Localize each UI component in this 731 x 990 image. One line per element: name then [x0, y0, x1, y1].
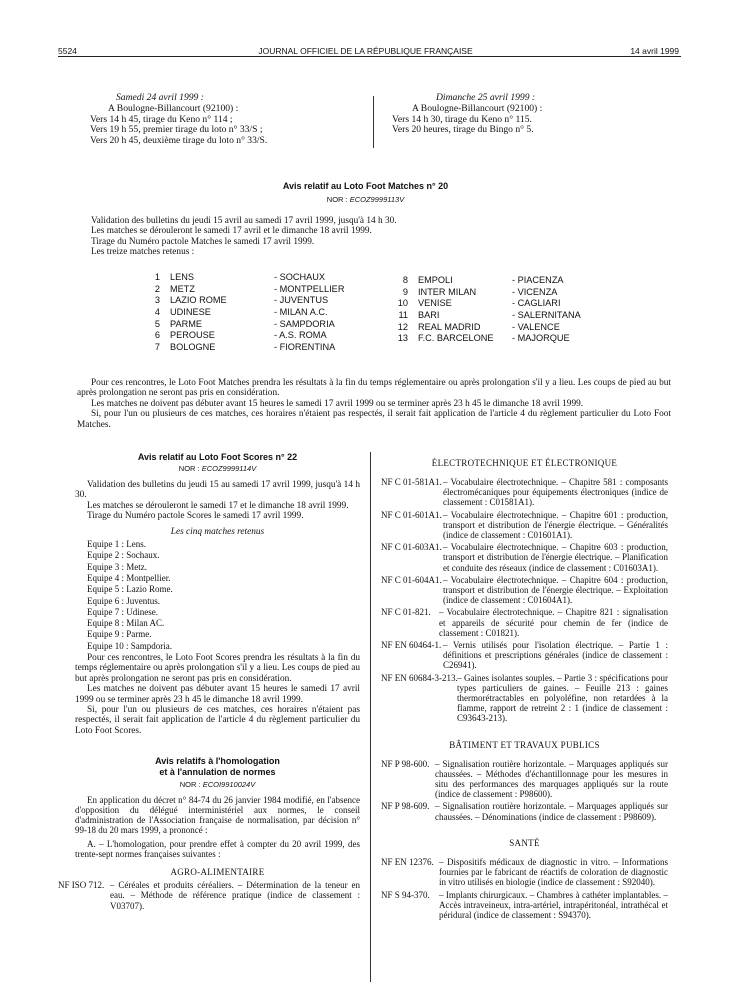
home-team: INTER MILAN	[418, 286, 477, 297]
norm-entry	[381, 510, 668, 541]
away-team: - SOCHAUX	[274, 272, 326, 282]
right-column	[381, 458, 668, 922]
home-team: F.C. BARCELONE	[418, 333, 494, 344]
column-divider	[370, 452, 371, 982]
match-row	[148, 342, 344, 354]
norm-code: NF P 98-609.	[381, 801, 430, 812]
match-row	[148, 307, 344, 319]
match-number: 8	[402, 275, 408, 285]
schedule-left	[90, 93, 365, 147]
matches-list-left	[148, 272, 344, 354]
electro-list	[381, 477, 668, 724]
match-row	[396, 287, 581, 299]
scores-subtitle: Les cinq matches retenus	[170, 526, 265, 537]
away-team: - VICENZA	[512, 286, 558, 297]
team-line: Equipe 10 : Sampdoria.	[87, 640, 172, 651]
matches-outro-paragraph: Les matches ne doivent pas débuter avant 15 heures le samedi 17 avril 1999 ou se terminer après 23 h 45 le dimanche 18 avril 1999.	[91, 398, 584, 409]
team-line: Equipe 2 : Sochaux.	[87, 550, 160, 561]
away-team: - PIACENZA	[512, 275, 564, 285]
team-line: Equipe 5 : Lazio Rome.	[87, 584, 173, 595]
schedule-right-date: Dimanche 25 avril 1999 :	[436, 92, 536, 103]
away-team: - A.S. ROMA	[274, 330, 327, 341]
match-row	[396, 298, 581, 310]
norm-code: NF C 01-821.	[381, 607, 431, 618]
home-team: METZ	[170, 283, 196, 294]
match-row	[396, 333, 581, 345]
scores-intro-line: Validation des bulletins du jeudi 15 au samedi 17 avril 1999, jusqu'à 14 h 30.	[75, 480, 360, 501]
norm-code: NF EN 12376.	[381, 856, 434, 867]
norm-description: – Vocabulaire électrotechnique. – Chapitre 604 : production, transport et distribution de l'énergie électrique. – Exploitation (indice de classement : C01604A1).	[443, 574, 668, 606]
schedule-right-line: A Boulogne-Billancourt (92100) :	[412, 102, 543, 114]
team-line: Equipe 8 : Milan AC.	[87, 618, 165, 629]
schedule-left-line: A Boulogne-Billancourt (92100) :	[108, 102, 239, 114]
homologation-title-line: et à l'annulation de normes	[159, 767, 276, 778]
schedule-left-line: Vers 14 h 45, tirage du Keno n° 114 ;	[90, 113, 233, 125]
norm-description: – Vocabulaire électrotechnique. – Chapitre 581 : composants électromécaniques pour équipements électroniques (indice de classement : C01581A1).	[443, 477, 668, 508]
header-rule	[58, 56, 681, 57]
homologation-nor	[75, 780, 360, 789]
scores-intro-line: Tirage du Numéro pactole Scores le samedi 17 avril 1999.	[87, 511, 304, 522]
nor-label: NOR :	[179, 780, 201, 790]
norm-description: – Implants chirurgicaux. – Chambres à cathéter implantables. – Accès intraveineux, intra-artériel, intrapéritonéal, intrathécal et péridural (indice de classement : S94370).	[439, 889, 668, 920]
matches-outro	[77, 378, 671, 430]
norm-entry	[381, 857, 668, 888]
matches-intro-line: Les treize matches retenus :	[91, 247, 195, 258]
norm-entry	[381, 673, 668, 724]
section-heading-agro: AGRO-ALIMENTAIRE	[170, 867, 265, 878]
norm-code: NF C 01-601A1.	[381, 509, 442, 520]
team-line: Equipe 9 : Parme.	[87, 629, 152, 640]
norm-entry	[381, 607, 668, 638]
norm-entry	[381, 640, 668, 671]
away-team: - CAGLIARI	[512, 298, 561, 309]
match-row	[148, 272, 344, 284]
home-team: PEROUSE	[170, 330, 215, 341]
homologation-body	[75, 795, 360, 859]
schedule-right	[392, 93, 662, 136]
home-team: UDINESE	[170, 307, 211, 318]
matches-outro-paragraph: Si, pour l'un ou plusieurs de ces matches, ces horaires n'étaient pas respectés, il serait fait application de l'article 4 du règlement particulier du Loto Foot Matches.	[77, 409, 671, 430]
scores-outro-paragraph: Pour ces rencontres, le Loto Foot Scores prendra les résultats à la fin du temps réglementaire ou après prolongation s'il y a lieu. Les coups de pied au but après prolongation ne seront pas pris en considération.	[75, 653, 360, 684]
match-number: 12	[397, 321, 408, 332]
away-team: - MILAN A.C.	[274, 307, 328, 318]
norm-description: – Gaines isolantes souples. – Partie 3 : spécifications pour types particuliers de gaines. – Feuille 213 : gaines thermorétractables en polyoléfine, non retardées à la flamme, rapport de retreint 2 : 1 (indice de classement : C93643-213).	[457, 672, 668, 724]
home-team: BARI	[418, 310, 440, 321]
match-row	[396, 322, 581, 334]
norm-description: – Dispositifs médicaux de diagnostic in vitro. – Informations fournies par le fabricant de réactifs de coloration de diagnostic in vitro utilisés en biologie (indice de classement : S92040).	[439, 856, 668, 888]
norm-entry	[58, 880, 360, 911]
scores-outro	[75, 653, 360, 736]
home-team: LENS	[170, 272, 195, 282]
norm-code: NF C 01-603A1.	[381, 542, 442, 553]
norm-entry	[381, 542, 668, 573]
match-number: 10	[397, 298, 408, 309]
away-team: - MONTPELLIER	[274, 283, 345, 294]
scores-teams-list	[75, 539, 360, 652]
away-team: - SAMPDORIA	[274, 318, 335, 329]
left-column	[58, 452, 360, 913]
norm-code: NF EN 60684-3-213.	[381, 672, 458, 683]
match-row	[148, 319, 344, 331]
team-line: Equipe 1 : Lens.	[87, 539, 146, 550]
norm-description: – Vocabulaire électrotechnique. – Chapitre 601 : production, transport et distribution de l'énergie électrique. – Généralités (indice de classement : C01601A1).	[443, 509, 668, 541]
home-team: EMPOLI	[418, 275, 453, 285]
btp-list	[381, 759, 668, 822]
homologation-title	[75, 756, 360, 778]
matches-notice-title: Avis relatif au Loto Foot Matches n° 20	[282, 181, 449, 191]
match-row	[148, 330, 344, 342]
match-row	[396, 275, 581, 287]
norm-code: NF S 94-370.	[381, 889, 430, 900]
scores-intro	[75, 480, 360, 522]
scores-outro-paragraph: Si, pour l'un ou plusieurs de ces matches, ces horaires n'étaient pas respectés, il serait fait application de l'article 4 du règlement particulier du Loto Foot Scores.	[75, 705, 360, 736]
match-number: 9	[402, 286, 408, 297]
match-number: 13	[397, 333, 408, 344]
scores-notice-title: Avis relatif au Loto Foot Scores n° 22	[137, 452, 298, 462]
matches-intro-line: Les matches se dérouleront le samedi 17 avril et le dimanche 18 avril 1999.	[91, 226, 372, 237]
scores-outro-paragraph: Les matches ne doivent pas débuter avant 15 heures le samedi 17 avril 1999 ou se terminer après 23 h 45 le dimanche 18 avril 1999.	[75, 684, 360, 705]
schedule-divider	[373, 96, 374, 148]
norm-description: – Vocabulaire électrotechnique. – Chapitre 821 : signalisation et appareils de sécurité pour chemin de fer (indice de classement : C01821).	[439, 607, 668, 638]
matches-intro	[91, 216, 651, 258]
match-number: 3	[154, 295, 160, 306]
norm-description: – Céréales et produits céréaliers. – Détermination de la teneur en eau. – Méthode de référence pratique (indice de classement : V03707).	[110, 880, 360, 911]
away-team: - VALENCE	[512, 321, 560, 332]
nor-code: ECOZ9999113V	[349, 195, 405, 204]
match-row	[148, 284, 344, 296]
journal-title: JOURNAL OFFICIEL DE LA RÉPUBLIQUE FRANÇAISE	[258, 46, 473, 56]
match-number: 5	[154, 318, 160, 329]
schedule-left-line: Vers 20 h 45, deuxième tirage du loto n° 33/S.	[90, 135, 268, 147]
nor-code: ECOZ9999114V	[201, 464, 257, 473]
nor-code: ECOI9910024V	[202, 780, 256, 790]
matches-list-right	[396, 275, 581, 345]
away-team: - MAJORQUE	[512, 333, 570, 344]
norm-description: – Signalisation routière horizontale. – Marquages appliqués sur chaussées. – Méthodes d'échantillonnage pour les mesures in situ des performances des marquages appliqués sur la route (indice de classement : P98600).	[435, 758, 668, 800]
schedule-left-date: Samedi 24 avril 1999 :	[116, 92, 204, 103]
home-team: VENISE	[418, 298, 452, 309]
team-line: Equipe 4 : Montpellier.	[87, 572, 171, 583]
home-team: REAL MADRID	[418, 321, 481, 332]
match-number: 11	[398, 310, 408, 321]
match-row	[396, 310, 581, 322]
norm-code: NF P 98-600.	[381, 758, 430, 769]
norm-description: – Vernis utilisés pour l'isolation électrique. – Partie 1 : définitions et prescriptions générales (indice de classement : C26941).	[443, 640, 668, 671]
schedule-right-line: Vers 20 heures, tirage du Bingo n° 5.	[392, 124, 534, 136]
norm-entry	[381, 801, 668, 821]
scores-nor	[75, 464, 360, 473]
section-heading-btp: BÂTIMENT ET TRAVAUX PUBLICS	[449, 739, 600, 750]
section-heading-electro: ÉLECTROTECHNIQUE ET ÉLECTRONIQUE	[431, 458, 618, 468]
away-team: - SALERNITANA	[512, 310, 581, 321]
matches-outro-paragraph: Pour ces rencontres, le Loto Foot Matches prendra les résultats à la fin du temps réglementaire ou après prolongation s'il y a lieu. Les coups de pied au but après prolongation ne seront pas pris en considération.	[77, 378, 671, 399]
issue-date: 14 avril 1999	[630, 46, 679, 56]
team-line: Equipe 6 : Juventus.	[87, 595, 160, 606]
norm-code: NF ISO 712.	[58, 880, 105, 891]
schedule-right-line: Vers 14 h 30, tirage du Keno n° 115.	[392, 113, 532, 125]
schedule-left-line: Vers 19 h 55, premier tirage du loto n° 33/S ;	[90, 124, 263, 136]
home-team: LAZIO ROME	[170, 295, 227, 306]
norm-code: NF EN 60464-1.	[381, 640, 442, 651]
norm-entry	[381, 477, 668, 508]
nor-label: NOR :	[178, 464, 200, 473]
team-line: Equipe 3 : Metz.	[87, 561, 147, 572]
sante-list	[381, 857, 668, 920]
match-number: 2	[154, 283, 160, 294]
norm-entry	[381, 759, 668, 800]
home-team: BOLOGNE	[170, 342, 216, 353]
team-line: Equipe 7 : Udinese.	[87, 606, 158, 617]
norm-entry	[381, 890, 668, 921]
homologation-title-line: Avis relatifs à l'homologation	[155, 756, 280, 767]
match-number: 1	[154, 272, 160, 282]
match-row	[148, 295, 344, 307]
norm-description: – Signalisation routière horizontale. – Marquages appliqués sur chaussées. – Dénominations (indice de classement : P98609).	[435, 801, 668, 822]
away-team: - FIORENTINA	[274, 342, 336, 353]
norm-code: NF C 01-604A1.	[381, 574, 442, 585]
matches-nor	[0, 195, 731, 204]
matches-intro-line: Validation des bulletins du jeudi 15 avril au samedi 17 avril 1999, jusqu'à 14 h 30.	[91, 216, 397, 226]
match-number: 7	[154, 342, 160, 353]
away-team: - JUVENTUS	[274, 295, 329, 306]
page-number: 5524	[58, 46, 77, 56]
section-heading-sante: SANTÉ	[509, 837, 540, 848]
norm-description: – Vocabulaire électrotechnique. – Chapitre 603 : production, transport et distribution de l'énergie électrique. – Planification et conduite des réseaux (indice de classement : C01603A1).	[443, 542, 668, 573]
homologation-paragraph: A. – L'homologation, pour prendre effet à compter du 20 avril 1999, des trente-sept normes françaises suivantes :	[75, 839, 360, 860]
scores-intro-line: Les matches se dérouleront le samedi 17 et le dimanche 18 avril 1999.	[87, 500, 349, 511]
homologation-paragraph: En application du décret n° 84-74 du 26 janvier 1984 modifié, en l'absence d'opposition du délégué interministériel aux normes, le conseil d'administration de l'Association française de normalisation, par décision n° 99-18 du 20 mars 1999, a prononcé :	[75, 795, 360, 836]
home-team: PARME	[170, 318, 202, 329]
norm-code: NF C 01-581A1.	[381, 477, 442, 487]
match-number: 4	[154, 307, 160, 318]
match-number: 6	[154, 330, 160, 341]
nor-label: NOR :	[326, 195, 348, 204]
matches-intro-line: Tirage du Numéro pactole Matches le samedi 17 avril 1999.	[91, 236, 315, 247]
norm-entry	[381, 575, 668, 606]
